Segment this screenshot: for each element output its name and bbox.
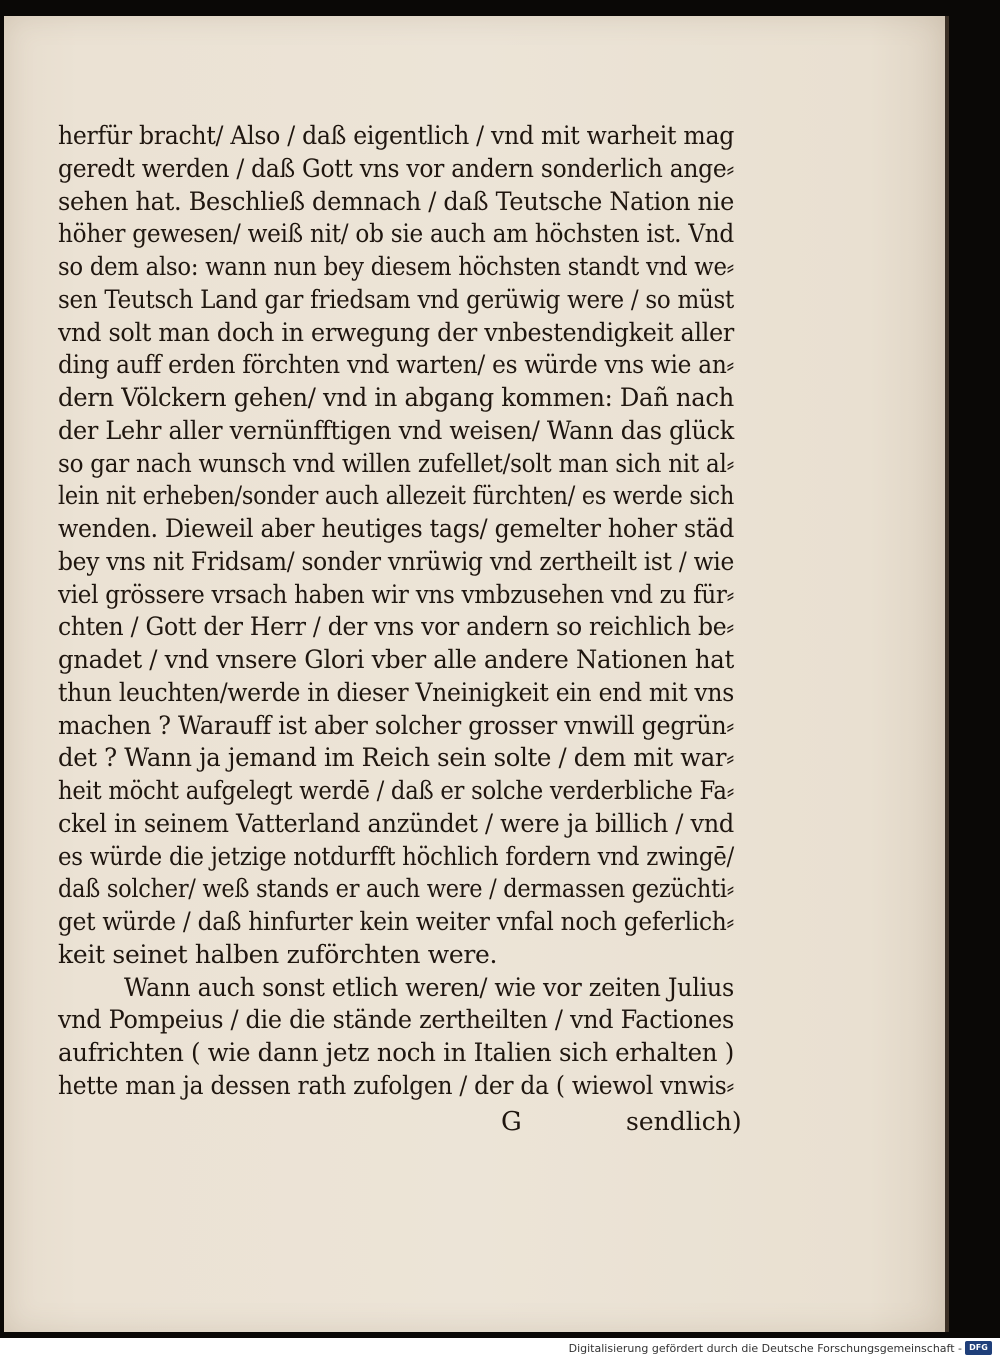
dfg-logo: DFG [965, 1341, 992, 1355]
text-line: wenden. Dieweil aber heutiges tags/ gemelter hoher städ [58, 514, 734, 543]
text-line: der Lehr aller vernünfftigen vnd weisen/ Wann das glück [58, 415, 734, 445]
text-line: get würde / daß hinfurter kein weiter vnfal noch geferlich⸗ [58, 907, 734, 936]
text-line: viel grössere vrsach haben wir vns vmbzusehen vnd zu für⸗ [58, 579, 734, 609]
book-page [4, 16, 945, 1332]
text-line: Wann auch sonst etlich weren/ wie vor zeiten Julius [124, 972, 734, 1002]
catchword: sendlich) [626, 1107, 742, 1136]
text-line: vnd solt man doch in erwegung der vnbestendigkeit aller [58, 317, 734, 347]
text-line: herfür bracht/ Also / daß eigentlich / vnd mit warheit mag [58, 121, 734, 150]
text-line: heit möcht aufgelegt werdē / daß er solche verderbliche Fa⸗ [58, 776, 734, 805]
text-line: thun leuchten/werde in dieser Vneinigkeit ein end mit vns [58, 677, 734, 707]
text-line: aufrichten ( wie dann jetz noch in Italien sich erhalten ) [58, 1038, 734, 1067]
text-line: machen ? Warauff ist aber solcher grosser vnwill gegrün⸗ [58, 710, 734, 740]
text-line: so dem also: wann nun bey diesem höchsten standt vnd we⸗ [58, 252, 734, 281]
text-line: dern Völckern gehen/ vnd in abgang kommen: Dañ nach [58, 383, 734, 412]
text-line: sen Teutsch Land gar friedsam vnd gerüwig were / so müst [58, 284, 734, 314]
text-line: ckel in seinem Vatterland anzündet / were ja billich / vnd [58, 808, 734, 838]
page-edge [945, 16, 949, 1332]
text-line: geredt werden / daß Gott vns vor andern sonderlich ange⸗ [58, 153, 734, 183]
text-line: es würde die jetzige notdurfft höchlich fordern vnd zwingē/ [58, 841, 734, 871]
text-line: daß solcher/ weß stands er auch were / dermassen gezüchti⸗ [58, 874, 734, 904]
text-line: gnadet / vnd vnsere Glori vber alle andere Nationen hat [58, 645, 734, 674]
text-line: bey vns nit Fridsam/ sonder vnrüwig vnd zertheilt ist / wie [58, 546, 734, 576]
text-line: lein nit erheben/sonder auch allezeit fürchten/ es werde sich [58, 481, 734, 511]
text-line: vnd Pompeius / die die stände zertheilten / vnd Factiones [58, 1005, 734, 1035]
text-line: höher gewesen/ weiß nit/ ob sie auch am höchsten ist. Vnd [58, 219, 734, 249]
credit-bar [0, 1338, 1000, 1359]
text-line: keit seinet halben zuförchten were. [58, 939, 498, 969]
text-line: sehen hat. Beschließ demnach / daß Teutsche Nation nie [58, 186, 734, 216]
funding-credit: Digitalisierung gefördert durch die Deutsche Forschungsgemeinschaft - [568, 1342, 962, 1355]
text-line: det ? Wann ja jemand im Reich sein solte / dem mit war⸗ [58, 743, 734, 773]
page-footer [58, 1104, 758, 1140]
text-line: chten / Gott der Herr / der vns vor andern so reichlich be⸗ [58, 612, 734, 642]
text-block [58, 120, 758, 1103]
text-line: so gar nach wunsch vnd willen zufellet/solt man sich nit al⸗ [58, 448, 734, 478]
text-line: hette man ja dessen rath zufolgen / der da ( wiewol vnwis⸗ [58, 1070, 734, 1100]
signature-mark: G [501, 1107, 522, 1137]
text-line: ding auff erden förchten vnd warten/ es würde vns wie an⸗ [58, 350, 734, 380]
